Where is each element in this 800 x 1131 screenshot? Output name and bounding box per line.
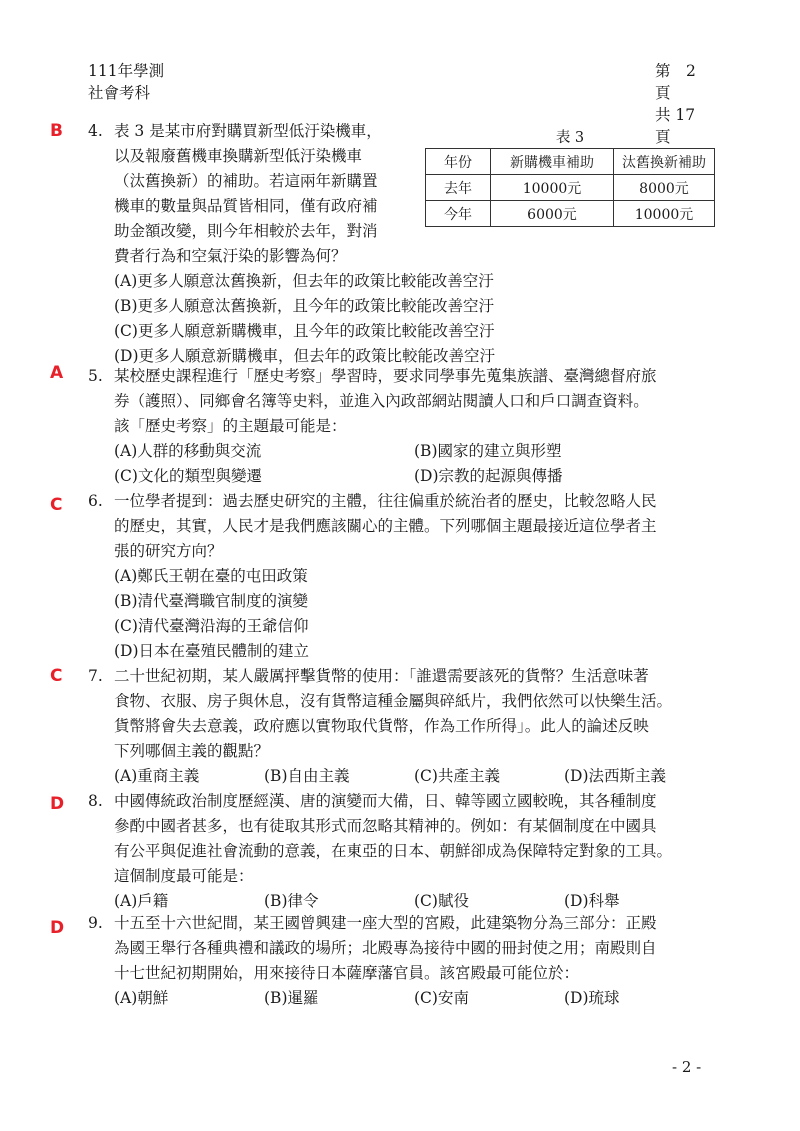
option-list (114, 439, 728, 464)
table-header-cell: 年份 (426, 149, 491, 175)
answer-mark-q7: C (50, 666, 63, 686)
table-cell: 6000元 (491, 201, 614, 227)
question-7 (88, 664, 728, 789)
stem-line: 貨幣將會失去意義，政府應以實物取代貨幣，作為工作所得」。此人的論述反映 (114, 717, 649, 735)
table-cell: 去年 (426, 175, 491, 201)
stem-line: 有公平與促進社會流動的意義，在東亞的日本、朝鮮卻成為保障特定對象的工具。 (114, 842, 673, 860)
option-d: (D)琉球 (564, 989, 620, 1007)
option-a: (A)更多人願意汰舊換新，但去年的政策比較能改善空汙 (114, 272, 494, 290)
answer-mark-q5: A (50, 363, 64, 383)
stem-line: 該「歷史考察」的主題最可能是： (114, 417, 347, 435)
page-total-label: 共 17 頁 (655, 106, 696, 146)
option-a: (A)朝鮮 (114, 989, 169, 1007)
option-b: (B)更多人願意汰舊換新，且今年的政策比較能改善空汙 (114, 297, 494, 315)
stem-line: 機車的數量與品質皆相同，僅有政府補 (114, 197, 378, 215)
question-number: 8. (88, 792, 103, 810)
option-c: (C)共產主義 (414, 767, 500, 785)
question-8 (88, 789, 728, 914)
table-cell: 10000元 (491, 175, 614, 201)
stem-line: 費者行為和空氣汙染的影響為何？ (114, 247, 347, 265)
page-footer: - 2 - (672, 1058, 702, 1076)
option-a: (A)鄭氏王朝在臺的屯田政策 (114, 567, 308, 585)
question-stem (114, 489, 728, 564)
question-stem (114, 789, 728, 889)
stem-line: 二十世紀初期，某人嚴厲抨擊貨幣的使用：「誰還需要該死的貨幣？生活意味著 (114, 667, 649, 685)
stem-line: 十七世紀初期開始，用來接待日本薩摩藩官員。該宮殿最可能位於： (114, 964, 580, 982)
option-b: (B)國家的建立與形塑 (414, 442, 562, 460)
answer-mark-q8: D (50, 794, 65, 814)
table-header-cell: 新購機車補助 (491, 149, 614, 175)
stem-line: 某校歷史課程進行「歷史考察」學習時，要求同學事先蒐集族譜、臺灣總督府旅 (114, 367, 657, 385)
option-list (114, 764, 728, 789)
question-6 (88, 489, 728, 664)
subject-name: 社會考科 (88, 84, 151, 102)
stem-line: 表 3 是某市府對購買新型低汙染機車， (114, 122, 382, 140)
stem-line: 十五至十六世紀間，某王國曾興建一座大型的宮殿，此建築物分為三部分：正殿 (114, 914, 657, 932)
option-list (114, 564, 728, 664)
stem-line: 一位學者提到：過去歷史研究的主體，往往偏重於統治者的歷史，比較忽略人民 (114, 492, 657, 510)
answer-mark-q6: C (50, 495, 63, 515)
question-number: 4. (88, 122, 103, 140)
stem-line: 這個制度最可能是： (114, 867, 254, 885)
option-list (114, 464, 728, 489)
stem-line: 的歷史，其實，人民才是我們應該關心的主體。下列哪個主題最接近這位學者主 (114, 517, 657, 535)
option-c: (C)文化的類型與變遷 (114, 467, 262, 485)
option-d: (D)科舉 (564, 892, 620, 910)
option-b: (B)清代臺灣職官制度的演變 (114, 592, 308, 610)
page-number-label: 第 2 頁 (655, 62, 696, 102)
answer-mark-q4: B (50, 121, 63, 141)
option-b: (B)暹羅 (264, 989, 319, 1007)
question-stem (114, 664, 728, 764)
answer-mark-q9: D (50, 918, 65, 938)
option-c: (C)更多人願意新購機車，且今年的政策比較能改善空汙 (114, 322, 495, 340)
option-a: (A)人群的移動與交流 (114, 442, 262, 460)
question-number: 5. (88, 367, 103, 385)
option-list (114, 269, 718, 369)
option-b: (B)自由主義 (264, 767, 350, 785)
table-cell: 8000元 (614, 175, 715, 201)
option-d: (D)宗教的起源與傳播 (414, 467, 563, 485)
option-c: (C)清代臺灣沿海的王爺信仰 (114, 617, 309, 635)
stem-line: 助金額改變，則今年相較於去年，對消 (114, 222, 378, 240)
stem-line: 為國王舉行各種典禮和議政的場所；北殿專為接待中國的冊封使之用；南殿則自 (114, 939, 657, 957)
option-list (114, 986, 728, 1011)
option-c: (C)安南 (414, 989, 469, 1007)
question-stem (114, 119, 414, 269)
table-caption: 表 3 (555, 130, 585, 146)
question-stem (114, 364, 728, 439)
option-a: (A)重商主義 (114, 767, 200, 785)
option-d: (D)法西斯主義 (564, 767, 667, 785)
question-4 (88, 119, 718, 369)
stem-line: 中國傳統政治制度歷經漢、唐的演變而大備，日、韓等國立國較晚，其各種制度 (114, 792, 657, 810)
option-a: (A)戶籍 (114, 892, 169, 910)
stem-line: 食物、衣服、房子與休息，沒有貨幣這種金屬與碎紙片，我們依然可以快樂生活。 (114, 692, 673, 710)
stem-line: 張的研究方向？ (114, 542, 223, 560)
option-b: (B)律令 (264, 892, 319, 910)
question-number: 6. (88, 492, 103, 510)
table-cell: 10000元 (614, 201, 715, 227)
question-stem (114, 911, 728, 986)
table-header-cell: 汰舊換新補助 (614, 149, 715, 175)
option-d: (D)日本在臺殖民體制的建立 (114, 642, 310, 660)
table-cell: 今年 (426, 201, 491, 227)
header-left (88, 60, 164, 104)
stem-line: 券（護照）、同鄉會名簿等史料，並進入內政部網站閱讀人口和戶口調查資料。 (114, 392, 649, 410)
option-c: (C)賦役 (414, 892, 469, 910)
question-number: 7. (88, 667, 103, 685)
stem-line: （汰舊換新）的補助。若這兩年新購置 (114, 172, 378, 190)
stem-line: 下列哪個主義的觀點？ (114, 742, 270, 760)
question-5 (88, 364, 728, 489)
question-number: 9. (88, 914, 103, 932)
stem-line: 以及報廢舊機車換購新型低汙染機車 (114, 147, 363, 165)
question-9 (88, 911, 728, 1011)
exam-year: 111年學測 (88, 62, 165, 80)
stem-line: 參酌中國者甚多，也有徒取其形式而忽略其精神的。例如：有某個制度在中國具 (114, 817, 657, 835)
option-d: (D)更多人願意新購機車，但去年的政策比較能改善空汙 (114, 347, 496, 365)
